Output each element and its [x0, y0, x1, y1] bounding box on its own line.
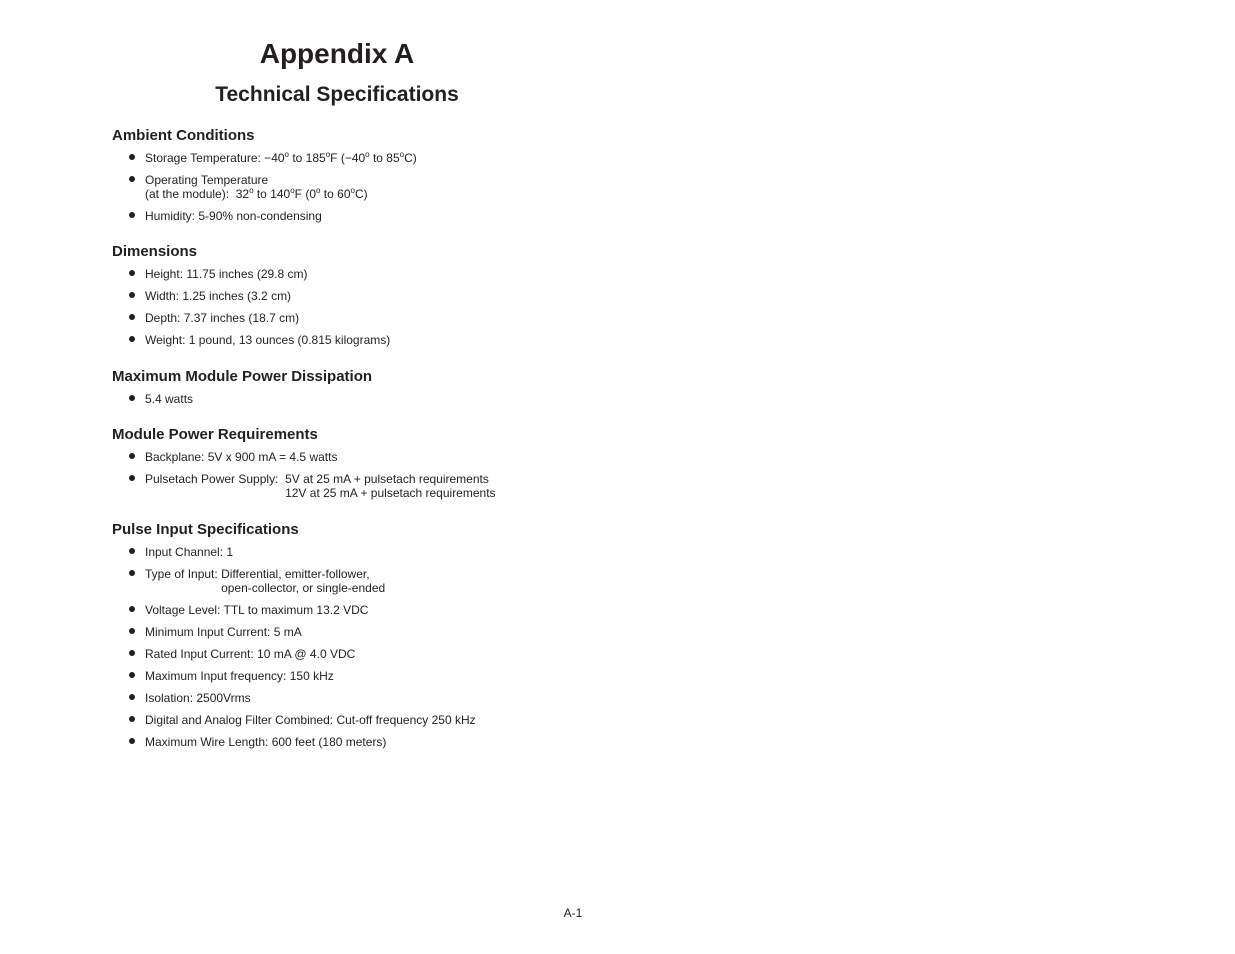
bullet-list — [112, 267, 632, 347]
bullet-icon — [129, 548, 135, 554]
list-item — [112, 173, 632, 201]
bullet-icon — [129, 650, 135, 656]
list-item: Maximum Wire Length: 600 feet (180 meters) — [112, 735, 632, 749]
bullet-icon — [129, 336, 135, 342]
bullet-icon — [129, 453, 135, 459]
section-dimensions — [112, 243, 632, 347]
list-item: Weight: 1 pound, 13 ounces (0.815 kilograms) — [112, 333, 632, 347]
page-subtitle: Technical Specifications — [215, 83, 459, 106]
bullet-icon — [129, 606, 135, 612]
list-item — [112, 472, 632, 500]
page-number: A-1 — [563, 906, 583, 920]
input-type-value: Differential, emitter-follower, — [221, 567, 370, 581]
list-item: Depth: 7.37 inches (18.7 cm) — [112, 311, 632, 325]
list-item: Width: 1.25 inches (3.2 cm) — [112, 289, 632, 303]
section-power-requirements — [112, 426, 632, 500]
bullet-icon — [129, 292, 135, 298]
bullet-list — [112, 151, 632, 223]
bullet-icon — [129, 628, 135, 634]
list-item — [112, 209, 632, 223]
operating-temperature-value: (at the module): 32$^o$ to 140$^o$F (0$^o$ to 60$^o$C) — [145, 186, 368, 201]
bullet-icon — [129, 694, 135, 700]
list-item: Digital and Analog Filter Combined: Cut-off frequency 250 kHz — [112, 713, 632, 727]
storage-temperature: Storage Temperature: $-40^o$ to 185$^o$F ($-40^o$ to 85$^o$C) — [145, 150, 417, 165]
bullet-icon — [129, 314, 135, 320]
pulsetach-value: 12V at 25 mA + pulsetach requirements — [285, 486, 496, 500]
section-heading: Module Power Requirements — [112, 426, 318, 443]
list-item: Voltage Level: TTL to maximum 13.2 VDC — [112, 603, 632, 617]
list-item — [112, 151, 632, 165]
bullet-list — [112, 545, 632, 749]
bullet-list — [112, 450, 632, 500]
bullet-icon — [129, 738, 135, 744]
section-heading: Ambient Conditions — [112, 127, 255, 144]
input-type-label: Type of Input: — [145, 567, 222, 581]
bullet-icon — [129, 570, 135, 576]
section-heading: Pulse Input Specifications — [112, 521, 299, 538]
bullet-icon — [129, 672, 135, 678]
list-item: Minimum Input Current: 5 mA — [112, 625, 632, 639]
list-item: Input Channel: 1 — [112, 545, 632, 559]
humidity: Humidity: 5-90% non-condensing — [145, 209, 322, 223]
section-pulse-input — [112, 521, 632, 749]
list-item: 5.4 watts — [112, 392, 632, 406]
page-title: Appendix A — [259, 38, 415, 69]
bullet-icon — [129, 212, 135, 218]
section-heading: Dimensions — [112, 243, 198, 260]
list-item — [112, 567, 632, 595]
list-item: Maximum Input frequency: 150 kHz — [112, 669, 632, 683]
bullet-icon — [129, 270, 135, 276]
bullet-icon — [129, 176, 135, 182]
bullet-icon — [129, 475, 135, 481]
pulsetach-value: 5V at 25 mA + pulsetach requirements — [285, 472, 489, 486]
list-item: Rated Input Current: 10 mA @ 4.0 VDC — [112, 647, 632, 661]
section-ambient-conditions — [112, 127, 632, 223]
input-type-value: open-collector, or single-ended — [221, 581, 386, 595]
list-item: Backplane: 5V x 900 mA = 4.5 watts — [112, 450, 632, 464]
section-heading: Maximum Module Power Dissipation — [112, 368, 373, 385]
pulsetach-label: Pulsetach Power Supply: — [145, 472, 286, 486]
bullet-icon — [129, 395, 135, 401]
list-item: Isolation: 2500Vrms — [112, 691, 632, 705]
bullet-list — [112, 392, 632, 406]
list-item: Height: 11.75 inches (29.8 cm) — [112, 267, 632, 281]
operating-temperature-label: Operating Temperature — [145, 173, 269, 187]
bullet-icon — [129, 716, 135, 722]
section-power-dissipation — [112, 368, 632, 406]
bullet-icon — [129, 154, 135, 160]
